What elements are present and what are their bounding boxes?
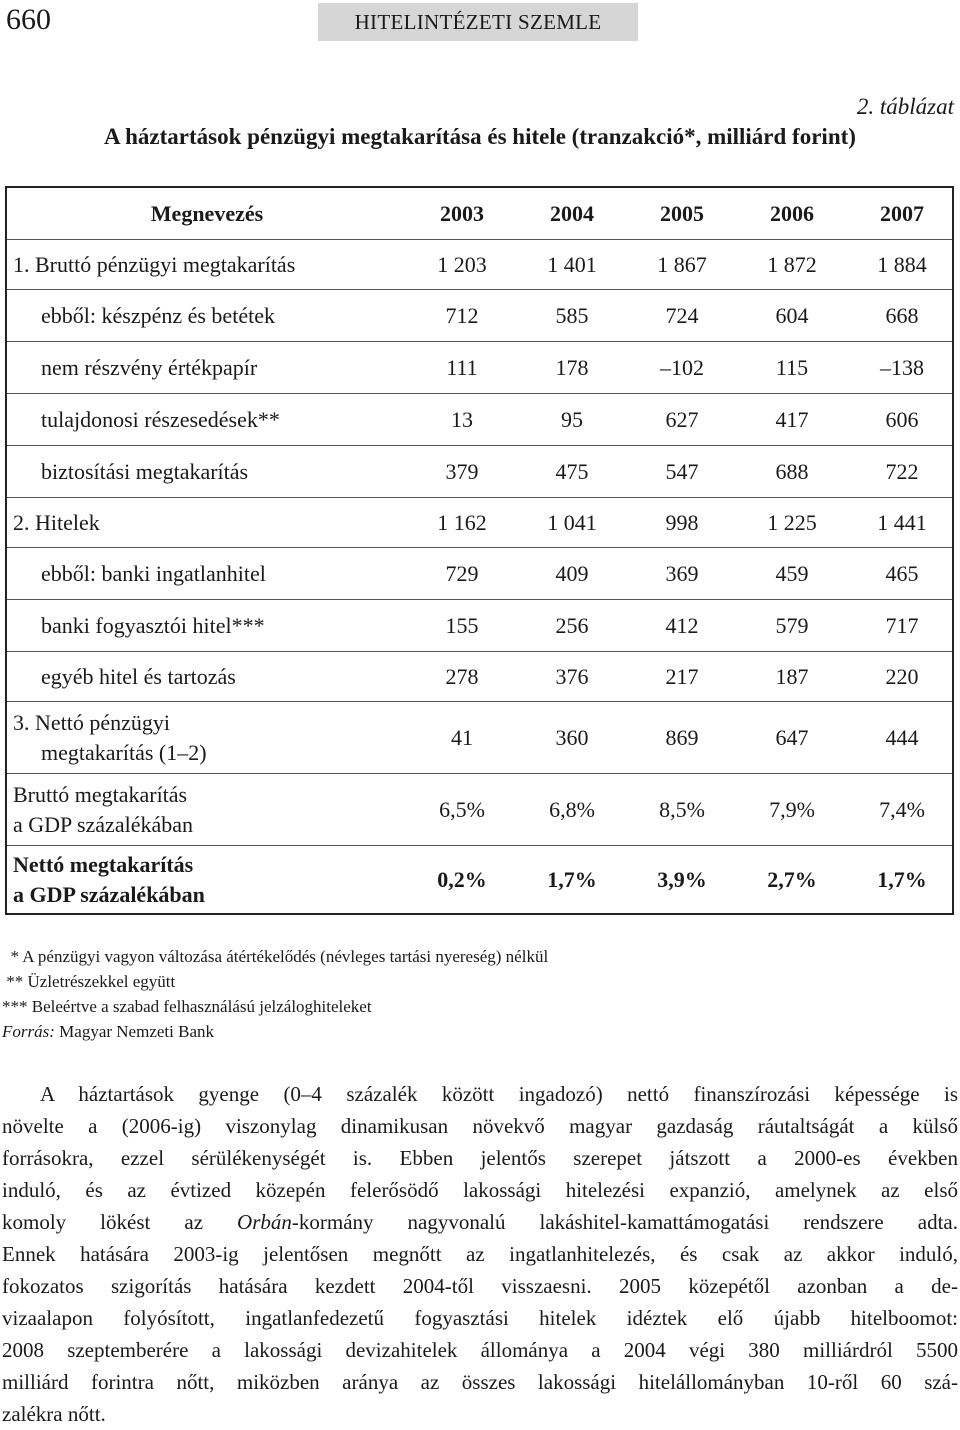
table-cell: 379 bbox=[445, 458, 479, 484]
paragraph-line: Ennek hatására 2003-ig jelentősen megnőtt az ingatlanhitelezés, és csak az akkor induló, bbox=[2, 1242, 958, 1266]
table-cell: 712 bbox=[445, 302, 479, 328]
source-line bbox=[2, 1019, 942, 1044]
table-cell: 1 867 bbox=[657, 251, 707, 277]
table-cell: 417 bbox=[775, 406, 809, 432]
table-cell: –102 bbox=[660, 354, 704, 380]
data-table bbox=[5, 186, 954, 915]
table-cell: 7,9% bbox=[769, 796, 815, 822]
table-cell: 724 bbox=[665, 302, 699, 328]
row-label: egyéb hitel és tartozás bbox=[41, 663, 236, 689]
table-cell: 668 bbox=[885, 302, 919, 328]
paragraph-line: fokozatos szigorítás hatására kezdett 2004-től visszaesni. 2005 közepétől azonban a de- bbox=[2, 1274, 958, 1298]
table-cell: 360 bbox=[555, 724, 589, 750]
table-cell: 2,7% bbox=[767, 866, 817, 892]
table-cell: 178 bbox=[555, 354, 589, 380]
text-segment: -kormány nagyvonalú lakáshitel-kamattámogatási rendszere adta. bbox=[291, 1210, 958, 1234]
table-cell: 688 bbox=[775, 458, 809, 484]
row-label: ebből: banki ingatlanhitel bbox=[41, 560, 266, 586]
row-label: biztosítási megtakarítás bbox=[41, 458, 249, 484]
table-cell: 465 bbox=[885, 560, 919, 586]
table-cell: 95 bbox=[561, 406, 583, 432]
column-header-year: 2004 bbox=[550, 200, 594, 226]
paragraph-line: A háztartások gyenge (0–4 százalék között ingadozó) nettó finanszírozási képessége is bbox=[40, 1082, 958, 1106]
row-label: nem részvény értékpapír bbox=[41, 354, 258, 380]
row-label: banki fogyasztói hitel*** bbox=[41, 612, 265, 638]
table-cell: 1 441 bbox=[877, 509, 927, 535]
paragraph-line: vizaalapon folyósított, ingatlanfedezetű fogyasztási hitelek idéztek elő újabb hitelboomot: bbox=[2, 1306, 958, 1330]
column-header-year: 2006 bbox=[770, 200, 814, 226]
table-cell: 1 872 bbox=[767, 251, 817, 277]
table-title: A háztartások pénzügyi megtakarítása és hitele (tranzakció*, milliárd forint) bbox=[104, 124, 856, 149]
table-cell: 475 bbox=[555, 458, 589, 484]
row-label-line: Bruttó megtakarítás bbox=[13, 781, 188, 807]
table-cell: 376 bbox=[555, 663, 589, 689]
table-row bbox=[7, 548, 952, 600]
row-label-line: a GDP százalékában bbox=[13, 811, 193, 837]
table-cell: 579 bbox=[775, 612, 809, 638]
source-key: Forrás: bbox=[2, 1022, 55, 1041]
text-segment-italic: Orbán bbox=[237, 1210, 292, 1234]
paragraph-line: zalékra nőtt. bbox=[2, 1402, 106, 1426]
table-row bbox=[7, 290, 952, 342]
table-cell: 6,8% bbox=[549, 796, 595, 822]
table-cell: 369 bbox=[665, 560, 699, 586]
table-cell: 0,2% bbox=[437, 866, 487, 892]
running-head: HITELINTÉZETI SZEMLE bbox=[318, 3, 638, 41]
text-segment: komoly lökést az bbox=[2, 1210, 238, 1234]
table-cell: 1,7% bbox=[547, 866, 597, 892]
table-row bbox=[7, 652, 952, 702]
table-cell: 647 bbox=[775, 724, 809, 750]
table-cell: 187 bbox=[775, 663, 809, 689]
paragraph-line: növelte a (2006-ig) viszonylag dinamikusan növekvő magyar gazdaság ráutaltságát a külső bbox=[2, 1114, 958, 1138]
column-header-year: 2005 bbox=[660, 200, 704, 226]
table-row bbox=[7, 342, 952, 394]
table-row bbox=[7, 846, 952, 913]
table-cell: 7,4% bbox=[879, 796, 925, 822]
table-cell: 220 bbox=[885, 663, 919, 689]
table-cell: 998 bbox=[665, 509, 699, 535]
table-cell: 412 bbox=[665, 612, 699, 638]
table-cell: 1,7% bbox=[877, 866, 927, 892]
table-cell: 13 bbox=[451, 406, 473, 432]
paragraph-line: induló, és az évtized közepén felerősödő lakossági hitelezési expanzió, amelynek az első bbox=[2, 1178, 958, 1202]
row-label bbox=[7, 702, 407, 773]
row-label: 2. Hitelek bbox=[13, 509, 100, 535]
table-cell: 722 bbox=[885, 458, 919, 484]
table-cell: 155 bbox=[445, 612, 479, 638]
table-row bbox=[7, 394, 952, 446]
table-cell: 115 bbox=[775, 354, 809, 380]
table-cell: 729 bbox=[445, 560, 479, 586]
table-cell: 444 bbox=[885, 724, 919, 750]
table-row bbox=[7, 498, 952, 548]
row-label: ebből: készpénz és betétek bbox=[41, 302, 275, 328]
footnote: * A pénzügyi vagyon változása átértékelődés (névleges tartási nyereség) nélkül bbox=[2, 947, 549, 966]
table-cell: 6,5% bbox=[439, 796, 485, 822]
paragraph-line: milliárd forintra nőtt, miközben aránya az összes lakossági hitelállományban 10-ről 60 szá- bbox=[2, 1370, 958, 1394]
column-header-year: 2007 bbox=[880, 200, 924, 226]
source-value: Magyar Nemzeti Bank bbox=[54, 1022, 214, 1041]
row-label bbox=[7, 846, 407, 913]
row-label-line: megtakarítás (1–2) bbox=[41, 739, 207, 765]
table-cell: 1 203 bbox=[437, 251, 487, 277]
table-cell: 585 bbox=[555, 302, 589, 328]
row-label-line: a GDP százalékában bbox=[13, 881, 205, 907]
table-cell: 278 bbox=[445, 663, 479, 689]
table-header-row bbox=[7, 188, 952, 240]
table-row bbox=[7, 774, 952, 846]
table-cell: 8,5% bbox=[659, 796, 705, 822]
footnote: ** Üzletrészekkel együtt bbox=[2, 972, 176, 991]
table-cell: 3,9% bbox=[657, 866, 707, 892]
table-cell: 869 bbox=[665, 724, 699, 750]
table-cell: 409 bbox=[555, 560, 589, 586]
footnote: *** Beleértve a szabad felhasználású jelzáloghiteleket bbox=[2, 997, 372, 1016]
paragraph-line: forrásokra, ezzel sérülékenységét is. Ebben jelentős szerepet játszott a 2000-es években bbox=[2, 1146, 958, 1170]
table-cell: 41 bbox=[451, 724, 473, 750]
table-cell: 604 bbox=[775, 302, 809, 328]
table-notes bbox=[2, 944, 942, 1044]
table-cell: 547 bbox=[665, 458, 699, 484]
table-row bbox=[7, 702, 952, 774]
row-label: 1. Bruttó pénzügyi megtakarítás bbox=[13, 251, 296, 277]
table-cell: 627 bbox=[665, 406, 699, 432]
table-cell: 217 bbox=[665, 663, 699, 689]
row-label-line: 3. Nettó pénzügyi bbox=[13, 709, 171, 735]
paragraph-line: 2008 szeptemberére a lakossági devizahitelek állománya a 2004 végi 380 milliárdról 5500 bbox=[2, 1338, 958, 1362]
table-cell: 1 401 bbox=[547, 251, 597, 277]
table-cell: 606 bbox=[885, 406, 919, 432]
row-label: tulajdonosi részesedések** bbox=[41, 406, 280, 432]
table-cell: –138 bbox=[880, 354, 924, 380]
column-header-label: Megnevezés bbox=[150, 200, 264, 226]
table-cell: 1 162 bbox=[437, 509, 487, 535]
table-cell: 1 225 bbox=[767, 509, 817, 535]
row-label bbox=[7, 774, 407, 845]
row-label-line: Nettó megtakarítás bbox=[13, 851, 194, 877]
table-cell: 1 884 bbox=[877, 251, 927, 277]
table-cell: 1 041 bbox=[547, 509, 597, 535]
table-cell: 256 bbox=[555, 612, 589, 638]
paragraph-line bbox=[2, 1206, 958, 1238]
page-number: 660 bbox=[6, 3, 51, 36]
table-cell: 717 bbox=[885, 612, 919, 638]
column-header-year: 2003 bbox=[440, 200, 484, 226]
table-row bbox=[7, 446, 952, 498]
body-paragraph bbox=[2, 1078, 958, 1430]
table-row bbox=[7, 240, 952, 290]
table-cell: 459 bbox=[775, 560, 809, 586]
table-cell: 111 bbox=[446, 354, 478, 380]
table-row bbox=[7, 600, 952, 652]
table-label: 2. táblázat bbox=[856, 94, 954, 119]
